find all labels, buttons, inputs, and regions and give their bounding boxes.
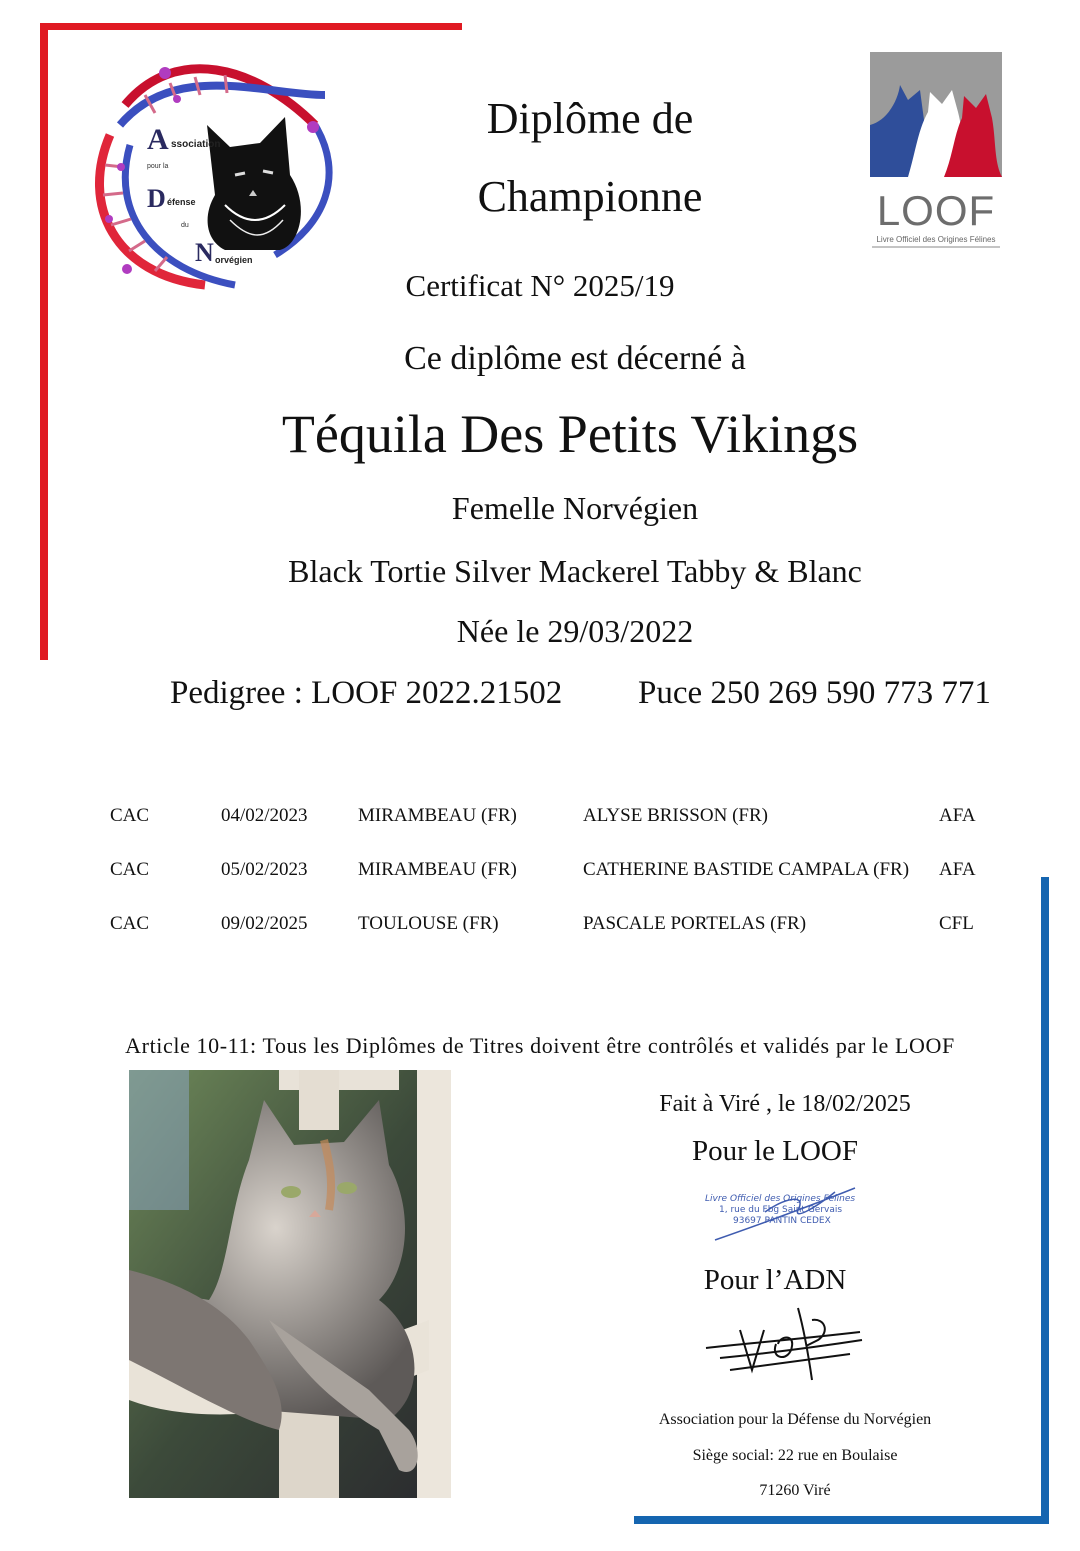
result-club: AFA [939,805,976,826]
coat-color: Black Tortie Silver Mackerel Tabby & Blanc [288,553,862,589]
result-title: CAC [110,913,150,934]
result-judge: ALYSE BRISSON (FR) [583,805,768,826]
loof-logo-name: LOOF [876,187,996,234]
adn-word-pour: pour la [147,163,169,170]
border-corner-blue-right [1041,877,1049,1524]
loof-stamp [695,1178,875,1250]
adn-letter-a: A [147,123,169,156]
result-place: MIRAMBEAU (FR) [358,805,517,826]
adn-signature [700,1300,870,1390]
result-judge: PASCALE PORTELAS (FR) [583,913,807,934]
adn-word-association: ssociation [171,139,221,150]
birth-date: Née le 29/03/2022 [456,613,694,649]
border-corner-red-left [40,23,48,660]
adn-logo [85,55,345,300]
stamp-line-2: 1, rue du Fbg Saint Gervais [719,1205,843,1215]
cat-name: Téquila Des Petits Vikings [281,404,859,464]
association-city: 71260 Viré [759,1482,831,1499]
adn-letter-d: D [147,184,166,213]
stamp-line-1: Livre Officiel des Origines Félines [705,1194,856,1204]
result-place: MIRAMBEAU (FR) [358,859,517,880]
result-place: TOULOUSE (FR) [358,913,499,934]
result-date: 05/02/2023 [221,859,308,880]
result-club: AFA [939,859,976,880]
result-date: 09/02/2025 [221,913,308,934]
adn-word-du: du [181,222,189,229]
signature-label-loof: Pour le LOOF [692,1135,858,1167]
certificate-number: Certificat N° 2025/19 [405,268,675,303]
result-date: 04/02/2023 [221,805,308,826]
article-note: Article 10-11: Tous les Diplômes de Titres doivent être contrôlés et validés par le LOOF [125,1033,955,1058]
association-name: Association pour la Défense du Norvégien [658,1411,932,1428]
pedigree-number: Pedigree : LOOF 2022.21502 [170,675,563,711]
table-row [0,913,1080,943]
loof-logo-subtitle: Livre Officiel des Origines Félines [876,235,996,244]
adn-word-norvegien: orvégien [215,255,253,265]
stamp-line-3: 93697 PANTIN CEDEX [733,1216,831,1226]
result-club: CFL [939,913,974,934]
signature-label-adn: Pour l’ADN [703,1264,847,1296]
result-title: CAC [110,805,150,826]
table-row [0,805,1080,835]
adn-letter-n: N [195,238,214,267]
title-line-1: Diplôme de [486,94,694,143]
table-row [0,859,1080,889]
title-line-2: Championne [477,172,703,221]
sex-breed: Femelle Norvégien [451,490,699,526]
adn-word-defense: éfense [167,197,196,207]
result-judge: CATHERINE BASTIDE CAMPALA (FR) [583,859,910,880]
result-title: CAC [110,859,150,880]
cat-photo [129,1070,451,1498]
made-at-date: Fait à Viré , le 18/02/2025 [659,1091,911,1117]
association-seat: Siège social: 22 rue en Boulaise [692,1447,898,1464]
border-corner-red-top [40,23,462,30]
border-corner-blue-bottom [634,1516,1049,1524]
award-intro: Ce diplôme est décerné à [404,340,746,377]
diploma-title [400,80,780,236]
chip-number: Puce 250 269 590 773 771 [638,675,991,711]
loof-logo [868,50,1008,255]
cat-silhouette-icon [207,117,301,250]
